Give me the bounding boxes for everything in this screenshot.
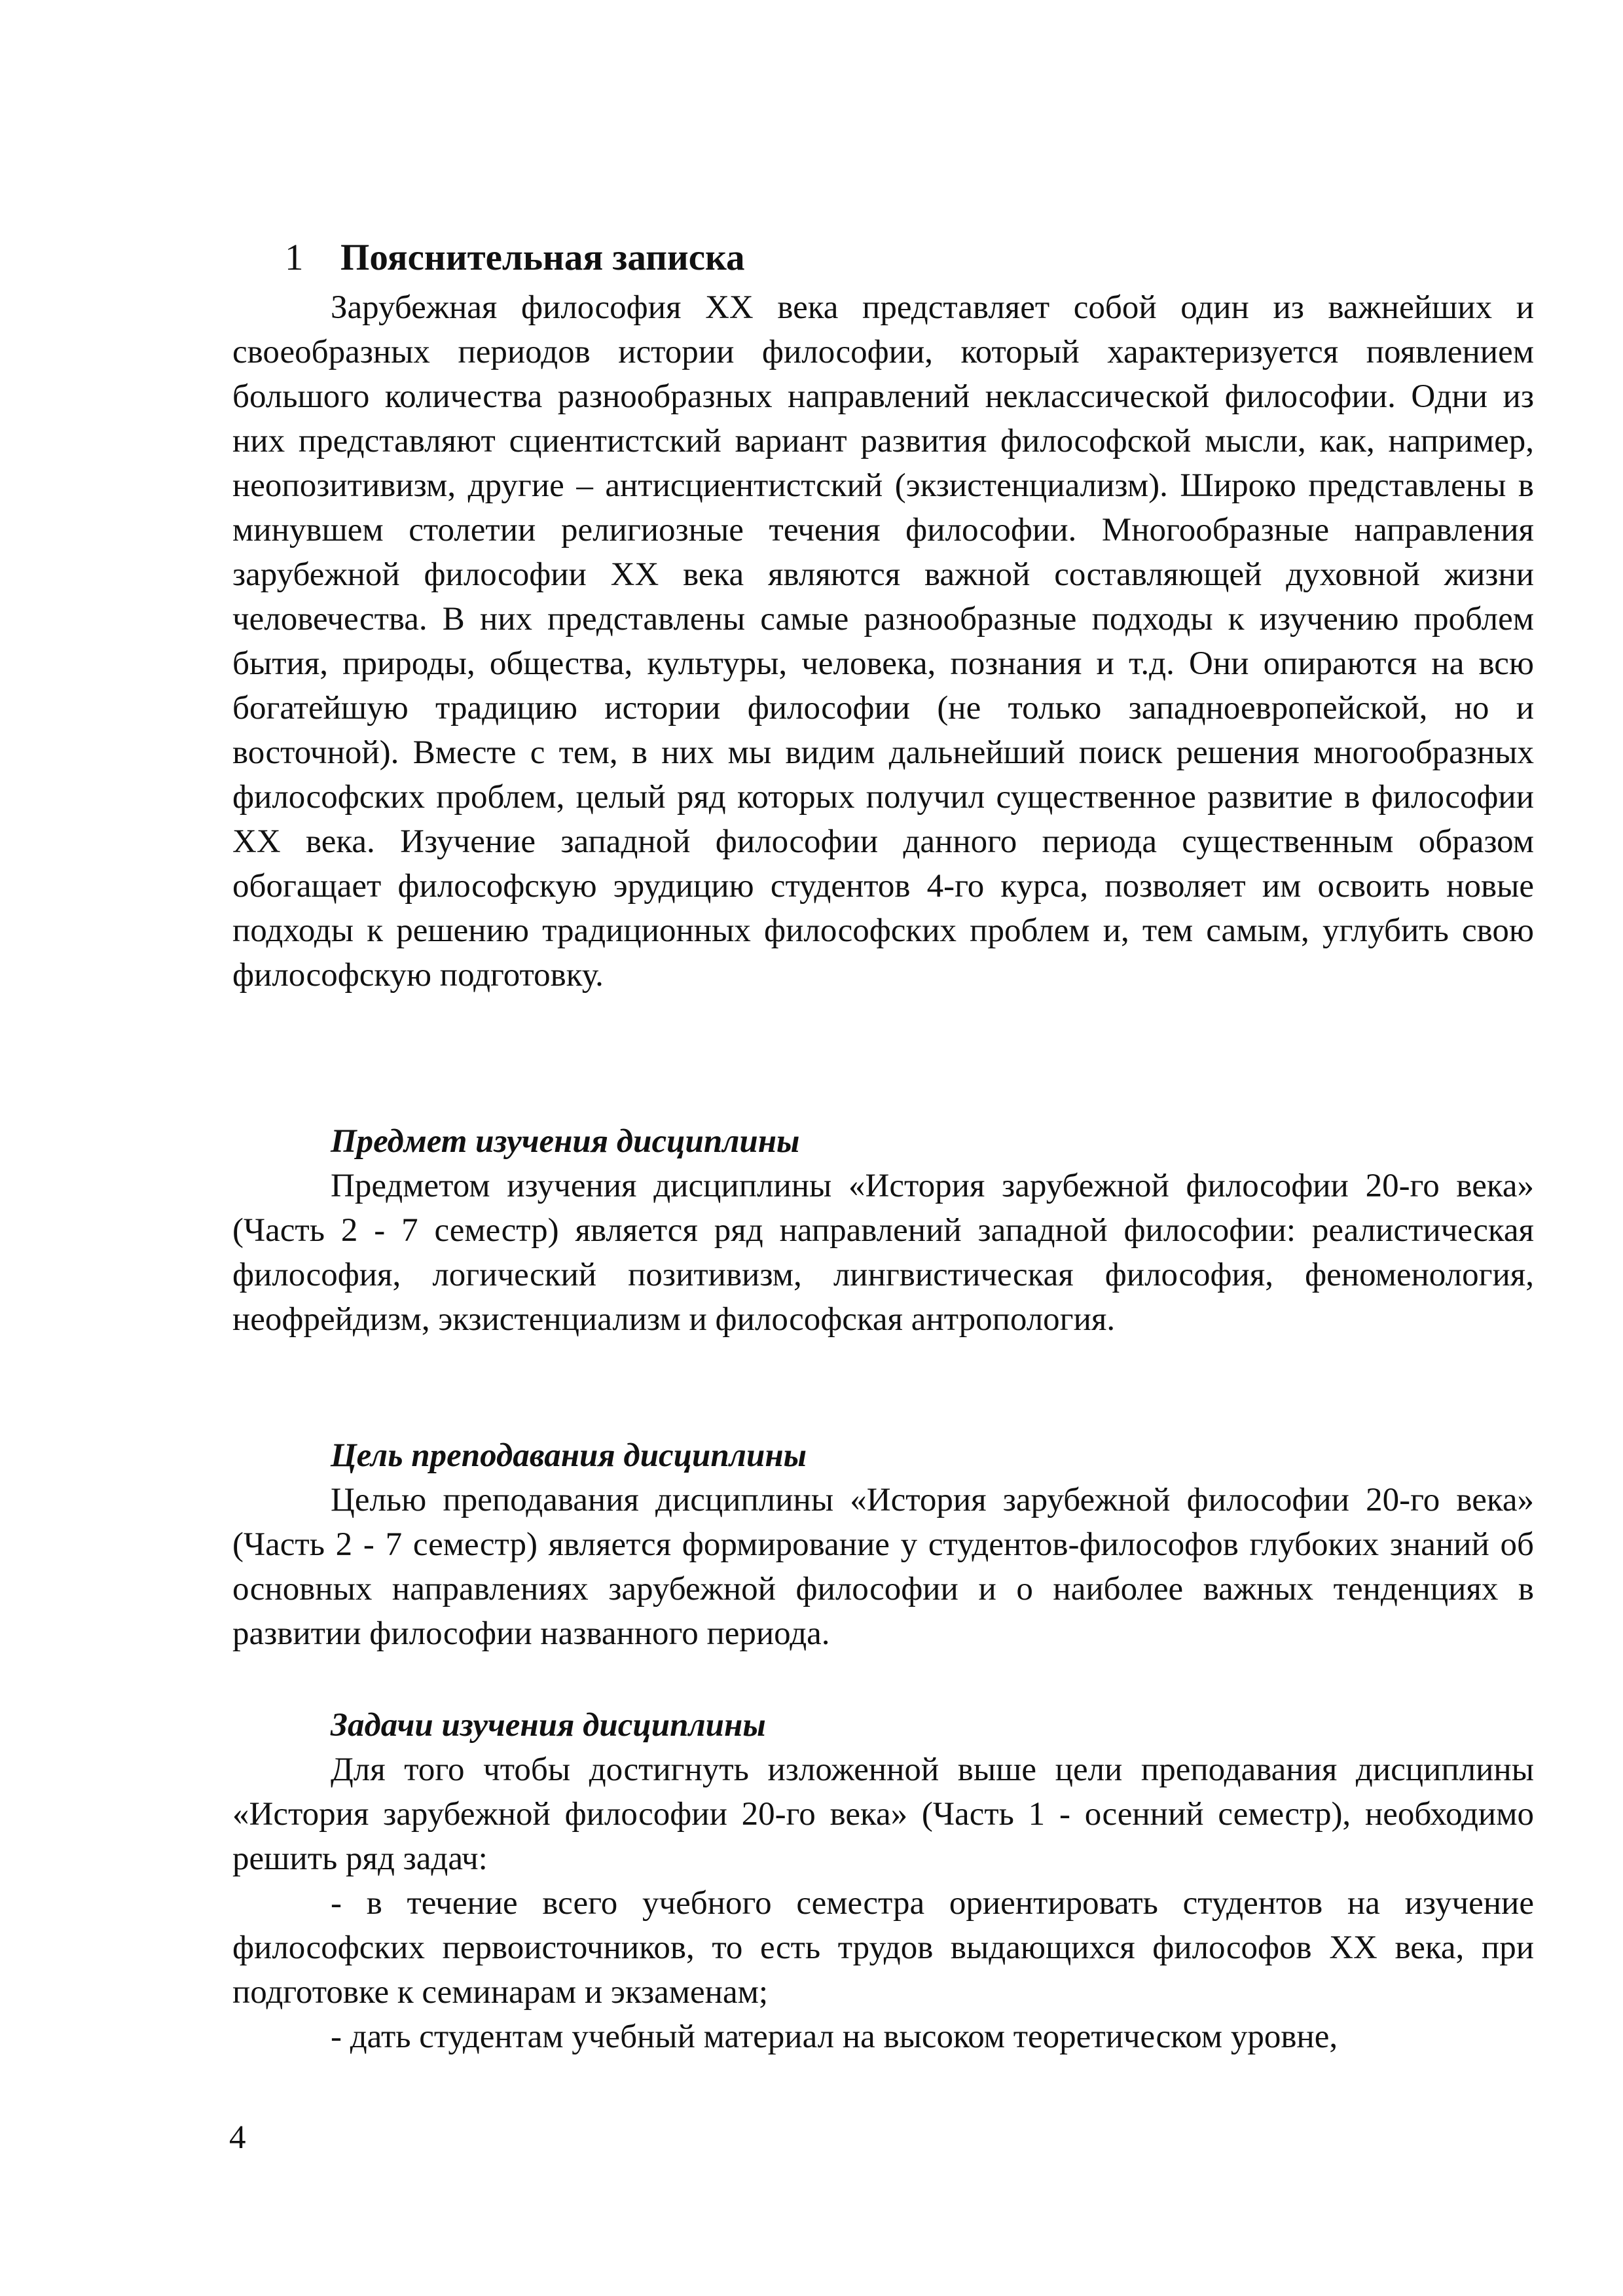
page-number: 4: [229, 2119, 246, 2156]
section-number: 1: [285, 237, 304, 278]
section-title: Пояснительная записка: [340, 237, 745, 278]
intro-section: [232, 285, 1534, 997]
subject-section: [232, 1119, 1534, 1342]
tasks-heading: Задачи изучения дисциплины: [331, 1707, 766, 1744]
tasks-section: [232, 1703, 1534, 2059]
goal-section: [232, 1433, 1534, 1656]
task-item: - в течение всего учебного семестра ориентировать студентов на изучение философских первоисточников, то есть трудов выдающихся философов XX века, при подготовке к семинарам и экзаменам;: [232, 1885, 1534, 2011]
subject-paragraph: Предметом изучения дисциплины «История зарубежной философии 20-го века» (Часть 2 - 7 семестр) является ряд направлений западной философии: реалистическая философия, логический позитивизм, лингвистическая философия, феноменология, неофрейдизм, экзистенциализм и философская антропология.: [232, 1168, 1534, 1338]
goal-paragraph: Целью преподавания дисциплины «История зарубежной философии 20-го века» (Часть 2 - 7 семестр) является формирование у студентов-философов глубоких знаний об основных направлениях зарубежной философии и о наиболее важных тенденциях в развитии философии названного периода.: [232, 1482, 1534, 1652]
subject-heading: Предмет изучения дисциплины: [331, 1123, 800, 1160]
section-heading: [232, 234, 1534, 281]
goal-heading: Цель преподавания дисциплины: [331, 1437, 807, 1474]
task-item: - дать студентам учебный материал на высоком теоретическом уровне,: [331, 2018, 1338, 2055]
intro-paragraph: Зарубежная философия XX века представляет собой один из важнейших и своеобразных периодов истории философии, который характеризуется появлением большого количества разнообразных направлений неклассической философии. Одни из них представляют сциентистский вариант развития философской мысли, как, например, неопозитивизм, другие – антисциентистский (экзистенциализм). Широко представлены в минувшем столетии религиозные течения философии. Многообразные направления зарубежной философии XX века являются важной составляющей духовной жизни человечества. В них представлены самые разнообразные подходы к изучению проблем бытия, природы, общества, культуры, человека, познания и т.д. Они опираются на всю богатейшую традицию истории философии (не только западноевропейской, но и восточной). Вместе с тем, в них мы видим дальнейший поиск решения многообразных философских проблем, целый ряд которых получил существенное развитие в философии XX века. Изучение западной философии данного периода существенным образом обогащает философскую эрудицию студентов 4-го курса, позволяет им освоить новые подходы к решению традиционных философских проблем и, тем самым, углубить свою философскую подготовку.: [232, 289, 1534, 994]
tasks-paragraph: Для того чтобы достигнуть изложенной выше цели преподавания дисциплины «История зарубежной философии 20-го века» (Часть 1 - осенний семестр), необходимо решить ряд задач:: [232, 1751, 1534, 1877]
